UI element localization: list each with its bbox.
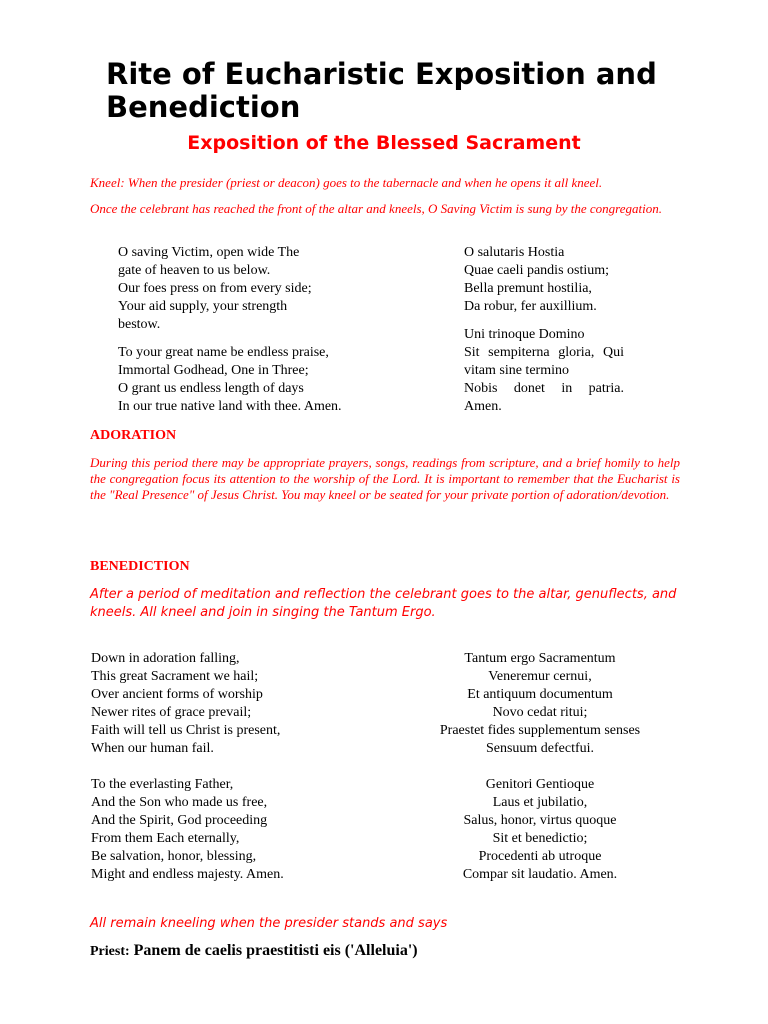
benediction-rubric: After a period of meditation and reflection the celebrant goes to the altar, genuflects, and kneels. All kneel and join in singing the Tantum Ergo. (90, 587, 677, 620)
verse-line: And the Son who made us free, (91, 795, 268, 810)
verse-line: To the everlasting Father, (91, 777, 234, 792)
verse-line: Laus et jubilatio, (492, 795, 588, 810)
verse-line: Newer rites of grace prevail; (91, 705, 252, 720)
verse-line: O salutaris Hostia (464, 245, 565, 260)
adoration-heading: ADORATION (90, 428, 177, 443)
section-subtitle: Exposition of the Blessed Sacrament (187, 132, 581, 154)
priest-text: Panem de caelis praestitisti eis ('Alleluia') (133, 942, 418, 959)
verse-line: Amen. (464, 399, 502, 414)
verse-line: Sit sempiterna gloria, Qui (464, 345, 624, 360)
verse-line: Praestet fides supplementum senses (439, 723, 641, 738)
verse-line: Sensuum defectfui. (485, 741, 595, 756)
tantum-ergo-latin-stanza-2 (425, 776, 655, 884)
rubric-celebrant: Once the celebrant has reached the front of the altar and kneels, O Saving Victim is sung by the congregation. (90, 201, 662, 216)
verse-line: Da robur, fer auxillium. (464, 299, 597, 314)
verse-line: Over ancient forms of worship (91, 687, 263, 702)
verse-line: In our true native land with thee. Amen. (118, 399, 342, 414)
verse-line: Your aid supply, your strength (118, 299, 288, 314)
o-salutaris-english-stanza-1 (118, 244, 378, 334)
verse-line: vitam sine termino (464, 363, 569, 378)
verse-line: Genitori Gentioque (485, 777, 595, 792)
verse-line: O saving Victim, open wide The (118, 245, 300, 260)
o-salutaris-english-stanza-2 (118, 344, 378, 416)
verse-line: Nobis donet in patria. (464, 381, 624, 396)
verse-line: Salus, honor, virtus quoque (463, 813, 617, 828)
tantum-ergo-english-stanza-2 (91, 776, 351, 884)
verse-line: Compar sit laudatio. Amen. (462, 867, 618, 882)
verse-line: Veneremur cernui, (488, 669, 592, 684)
verse-line: Our foes press on from every side; (118, 281, 312, 296)
verse-line: Tantum ergo Sacramentum (464, 651, 616, 666)
priest-label: Priest: (90, 944, 130, 959)
adoration-rubric: During this period there may be appropriate prayers, songs, readings from scripture, and a brief homily to help the congregation focus its attention to the worship of the Lord. It is important to remember that the Eucharist is the "Real Presence" of Jesus Christ. You may kneel or be seated for your private portion of adoration/devotion. (90, 455, 680, 502)
o-salutaris-latin-stanza-2 (464, 326, 624, 416)
verse-line: Bella premunt hostilia, (464, 281, 592, 296)
priest-line (90, 942, 418, 960)
rubric-remain-kneeling: All remain kneeling when the presider stands and says (90, 916, 448, 931)
verse-line: Quae caeli pandis ostium; (464, 263, 610, 278)
tantum-ergo-english-stanza-1 (91, 650, 351, 758)
verse-line: This great Sacrament we hail; (91, 669, 259, 684)
rubric-kneel: Kneel: When the presider (priest or deacon) goes to the tabernacle and when he opens it all kneel. (90, 175, 603, 190)
verse-line: Uni trinoque Domino (464, 327, 585, 342)
verse-line: Down in adoration falling, (91, 651, 240, 666)
verse-line: Faith will tell us Christ is present, (91, 723, 281, 738)
verse-line: Et antiquum documentum (467, 687, 613, 702)
verse-line: Procedenti ab utroque (478, 849, 602, 864)
verse-line: From them Each eternally, (91, 831, 240, 846)
verse-line: bestow. (118, 317, 161, 332)
verse-line: To your great name be endless praise, (118, 345, 329, 360)
verse-line: And the Spirit, God proceeding (91, 813, 268, 828)
page-title: Rite of Eucharistic Exposition and Benediction (106, 57, 657, 124)
tantum-ergo-latin-stanza-1 (425, 650, 655, 758)
verse-line: Sit et benedictio; (492, 831, 588, 846)
verse-line: When our human fail. (91, 741, 214, 756)
verse-line: gate of heaven to us below. (118, 263, 271, 278)
verse-line: Immortal Godhead, One in Three; (118, 363, 309, 378)
verse-line: O grant us endless length of days (118, 381, 304, 396)
o-salutaris-latin-stanza-1 (464, 244, 624, 316)
verse-line: Be salvation, honor, blessing, (91, 849, 257, 864)
verse-line: Might and endless majesty. Amen. (91, 867, 284, 882)
benediction-heading: BENEDICTION (90, 559, 190, 574)
verse-line: Novo cedat ritui; (492, 705, 588, 720)
